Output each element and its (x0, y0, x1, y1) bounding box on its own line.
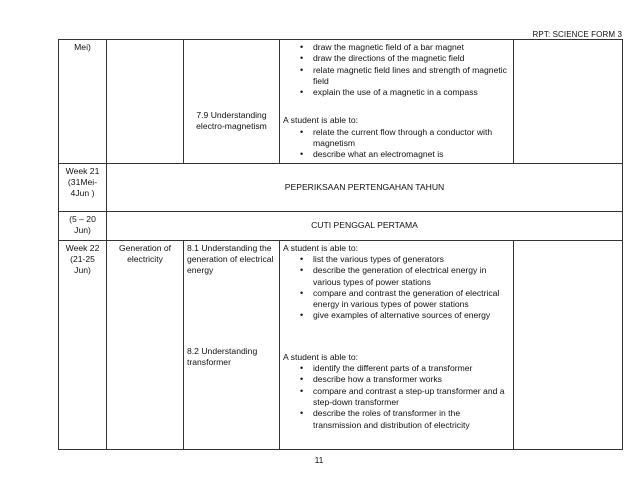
learning-area-cell: Generation of electricity (107, 240, 184, 449)
bullet-list (283, 42, 510, 98)
document-header: RPT: SCIENCE FORM 3 (532, 30, 622, 39)
list-item: • give examples of alternative sources of energy (313, 310, 510, 321)
bullet-list (283, 363, 510, 431)
list-item: • explain the use of a magnetic in a compass (313, 87, 510, 98)
week-cell: Week 21 (31Mei-4Jun ) (59, 163, 107, 211)
learning-outcome-text: 7.9 Understanding electro-magnetism (196, 110, 267, 132)
table-row (59, 163, 623, 211)
scheme-of-work-table (58, 39, 623, 450)
suggested-activities-cell (280, 240, 514, 449)
list-item: • list the various types of generators (313, 254, 510, 265)
table-row (59, 240, 623, 449)
list-item: • draw the directions of the magnetic field (313, 53, 510, 64)
week-cell: (5 – 20 Jun) (59, 211, 107, 240)
list-item: • compare and contrast the generation of electrical energy in various types of power stations (313, 288, 510, 311)
list-item: • describe the generation of electrical energy in various types of power stations (313, 265, 510, 288)
list-item: • relate magnetic field lines and strength of magnetic field (313, 65, 510, 88)
week-cell: Mei) (59, 40, 107, 164)
learning-outcome-cell (184, 240, 280, 449)
week-cell: Week 22 (21-25 Jun) (59, 240, 107, 449)
list-item: • draw the magnetic field of a bar magnet (313, 42, 510, 53)
lead-text: A student is able to: (283, 242, 359, 253)
notes-cell (514, 40, 623, 164)
bullet-list (283, 254, 510, 322)
suggested-activities-cell (280, 40, 514, 164)
page-number: 11 (314, 455, 324, 465)
list-item: • describe what an electromagnet is (313, 149, 510, 160)
learning-area-cell (107, 40, 184, 164)
lead-text: A student is able to: (283, 115, 359, 126)
list-item: • describe the roles of transformer in the transmission and distribution of electricity (313, 408, 510, 431)
event-cell: CUTI PENGGAL PERTAMA (107, 211, 623, 240)
table-row (59, 211, 623, 240)
bullet-list (283, 127, 510, 161)
lead-text: A student is able to: (283, 351, 359, 362)
list-item: • describe how a transformer works (313, 374, 510, 385)
notes-cell (514, 240, 623, 449)
list-item: • compare and contrast a step-up transformer and a step-down transformer (313, 386, 510, 409)
learning-outcome-cell (184, 40, 280, 164)
table-row (59, 40, 623, 164)
learning-outcome-text: 8.1 Understanding the generation of electrical energy (187, 242, 274, 276)
list-item: • relate the current flow through a conductor with magnetism (313, 127, 510, 150)
list-item: • identify the different parts of a transformer (313, 363, 510, 374)
event-cell: PEPERIKSAAN PERTENGAHAN TAHUN (107, 163, 623, 211)
learning-outcome-text: 8.2 Understanding transformer (187, 345, 258, 367)
